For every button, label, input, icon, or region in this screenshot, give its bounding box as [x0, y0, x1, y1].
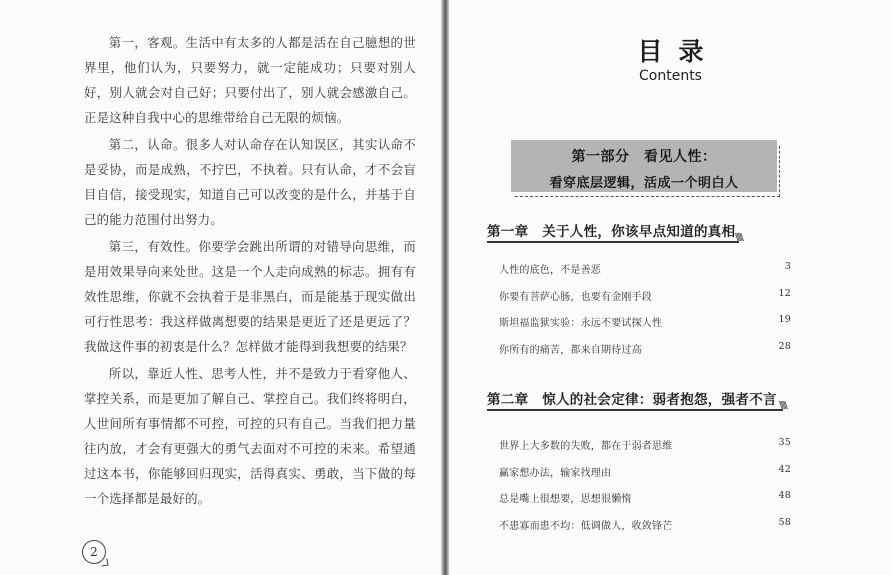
page-number-label: 2 [90, 545, 98, 559]
toc-entry[interactable] [499, 256, 791, 283]
chapter-1-title: 第一章 关于人性，你该早点知道的真相 [487, 224, 736, 240]
part-subtitle: 看穿底层逻辑，活成一个明白人 [549, 176, 739, 191]
paragraph-conclusion: 所以，靠近人性、思考人性，并不是致力于看穿他人、掌控关系，而是更加了解自己、掌控自己。我们终将明白，人世间所有事情都不可控，可控的只有自己。当我们把力量往内放，才会有更强大的勇气去面对不可控的未来。希望通过这本书，你能够回归现实，活得真实、勇敢，当下做的每一个选择都是最好的。 [84, 366, 416, 506]
paragraph-objective: 第一，客观。生活中有太多的人都是活在自己臆想的世界里，他们认为，只要努力，就一定能成功；只要对别人好，别人就会对自己好；只要付出了，别人就会感激自己。正是这种自我中心的思维带给自己无限的烦恼。 [84, 35, 416, 125]
chapter-2-heading[interactable] [487, 388, 847, 411]
toc-entry-page: 3 [784, 261, 791, 272]
chapter-1-heading[interactable] [487, 220, 847, 243]
toc-entry-page: 12 [778, 287, 791, 299]
chapter-1-entries [499, 256, 791, 362]
page-number [82, 540, 106, 564]
chapter-1-slash-ornament: \\\\\ [735, 232, 742, 243]
toc-entry-title: 总是嘴上很想要，思想很懒惰 [499, 494, 632, 505]
right-page [449, 0, 892, 575]
toc-entry-page: 48 [778, 490, 791, 501]
paragraph-acceptance: 第二，认命。很多人对认命存在认知误区，其实认命不是妥协，而是成熟，不拧巴，不执着。只有认命，才不会盲目自信，接受现实，知道自己可以改变的是什么，并基于自己的能力范围付出努力。 [84, 137, 416, 227]
toc-entry[interactable] [499, 432, 791, 459]
toc-entry-title: 你要有菩萨心肠，也要有金刚手段 [499, 291, 652, 303]
toc-entry-page: 35 [778, 437, 791, 448]
toc-title: 目录 [637, 37, 720, 66]
chapter-2-slash-ornament: \\\\\ [779, 400, 786, 411]
left-page [0, 0, 441, 575]
toc-entry[interactable] [499, 309, 791, 336]
toc-entry-title: 不患寡而患不均：低调做人，收敛锋芒 [499, 520, 673, 532]
toc-entry-page: 58 [778, 516, 791, 528]
part-title: 第一部分 看见人性： [571, 149, 717, 165]
toc-entry-title: 世界上大多数的失败，都在于弱者思维 [499, 441, 673, 452]
chapter-2-entries [499, 432, 791, 538]
toc-entry-page: 19 [778, 314, 791, 325]
chapter-2-rule [487, 409, 783, 411]
toc-entry-page: 28 [778, 340, 791, 352]
toc-subtitle: Contents [639, 68, 702, 84]
toc-entry[interactable] [499, 485, 791, 512]
toc-entry[interactable] [499, 283, 791, 310]
part-box [511, 140, 777, 192]
body-text [84, 30, 416, 513]
toc-entry-title: 斯坦福监狱实验：永远不要试探人性 [499, 318, 663, 329]
toc-entry-title: 你所有的痛苦，都来自期待过高 [499, 344, 642, 356]
toc-entry[interactable] [499, 459, 791, 486]
toc-entry-page: 42 [778, 463, 791, 475]
page-number-ornament [100, 558, 108, 566]
toc-entry[interactable] [499, 512, 791, 539]
book-gutter [441, 0, 449, 575]
toc-entry-title: 赢家想办法，输家找理由 [499, 467, 612, 479]
paragraph-effectiveness: 第三，有效性。你要学会跳出所谓的对错导向思维，而是用效果导向来处世。这是一个人走向成熟的标志。拥有有效性思维，你就不会执着于是非黑白，而是能基于现实做出可行性思考：我这样做离想要的结果是更近了还是更远了？我做这件事的初衷是什么？怎样做才能得到我想要的结果？ [84, 239, 416, 354]
toc-entry-title: 人性的底色，不是善恶 [499, 265, 601, 276]
chapter-2-title: 第二章 惊人的社会定律：弱者抱怨，强者不言 [487, 392, 777, 408]
chapter-1-rule [487, 241, 739, 243]
toc-entry[interactable] [499, 336, 791, 363]
